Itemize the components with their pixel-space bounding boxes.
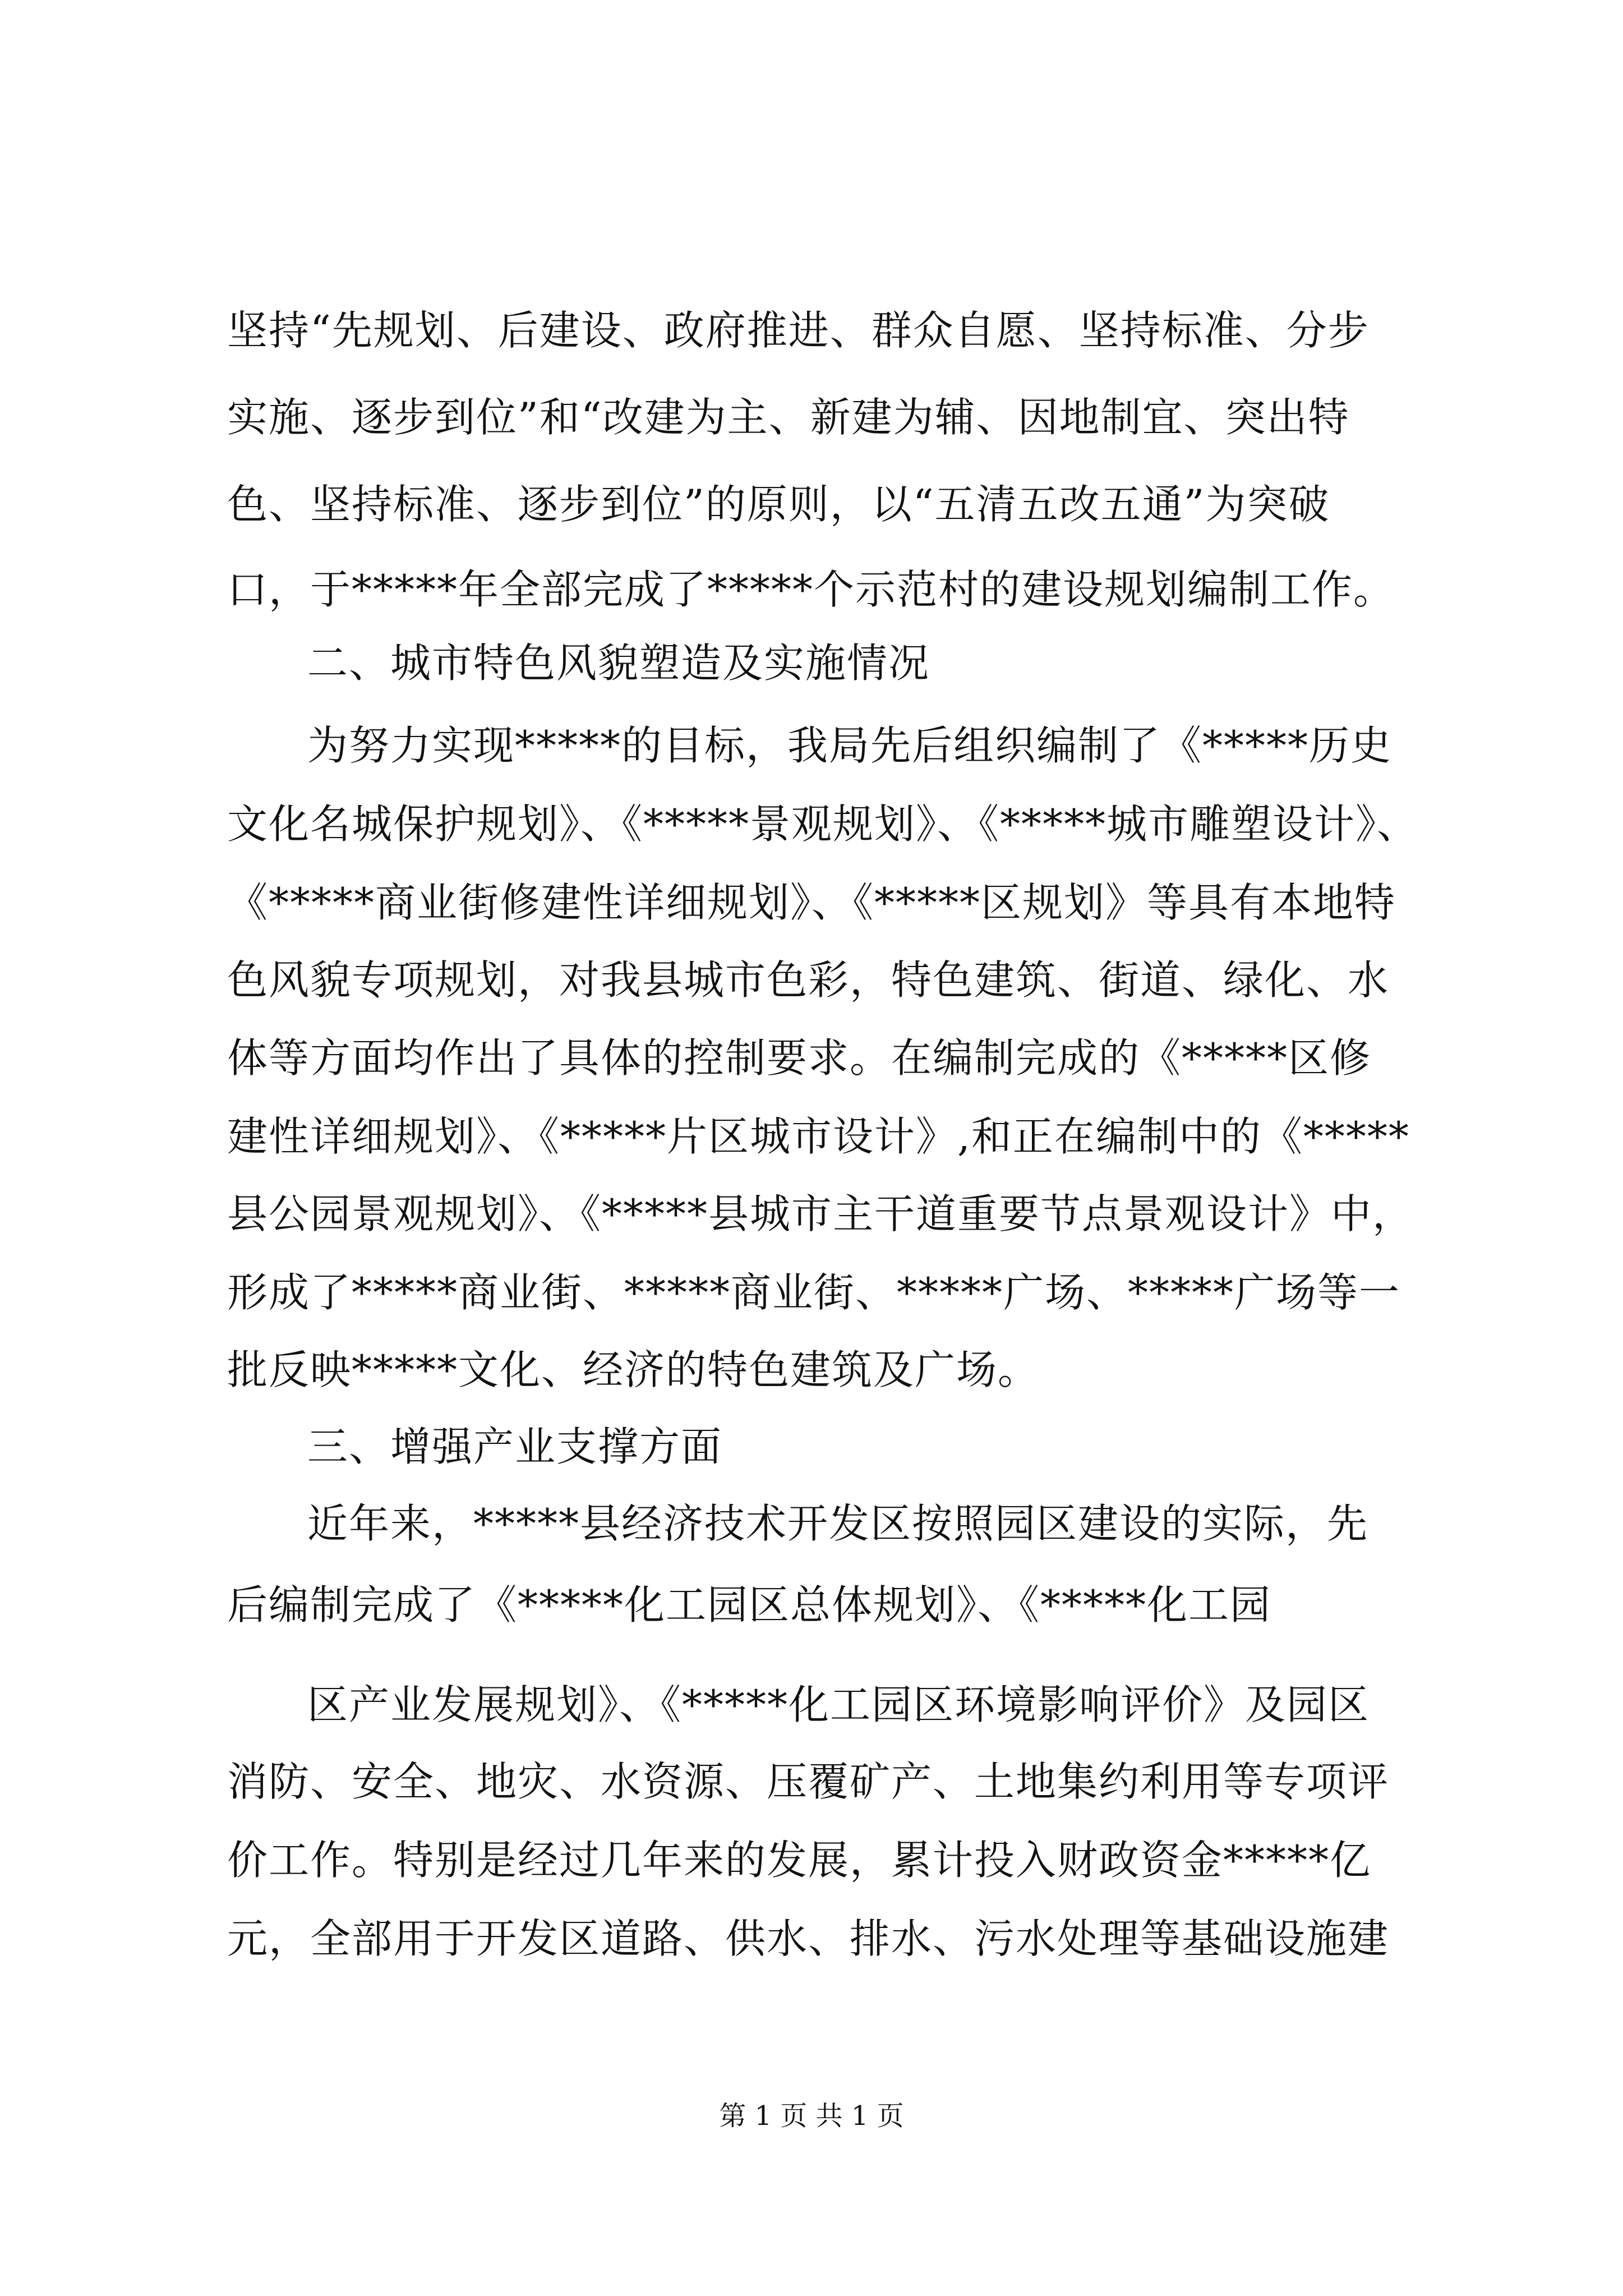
section-heading: 三、增强产业支撑方面 (307, 1423, 723, 1470)
text-line: 县公园景观规划》、《*****县城市主干道重要节点景观设计》中， (227, 1190, 1414, 1237)
text-line: 体等方面均作出了具体的控制要求。在编制完成的《*****区修 (227, 1034, 1372, 1082)
text-line: 近年来，*****县经济技术开发区按照园区建设的实际，先 (307, 1500, 1369, 1547)
text-line: 后编制完成了《*****化工园区总体规划》、《*****化工园 (227, 1581, 1272, 1628)
page-footer: 第 1 页 共 1 页 (719, 2100, 904, 2132)
text-line: 口，于*****年全部完成了*****个示范村的建设规划编制工作。 (227, 566, 1395, 613)
text-line: 建性详细规划》、《*****片区城市设计》,和正在编制中的《***** (227, 1113, 1410, 1160)
text-line: 实施、逐步到位”和“改建为主、新建为辅、因地制宜、突出特 (227, 394, 1350, 441)
text-line: 坚持“先规划、后建设、政府推进、群众自愿、坚持标准、分步 (227, 307, 1370, 354)
text-line: 《*****商业街修建性详细规划》、《*****区规划》等具有本地特 (227, 879, 1396, 926)
text-line: 色风貌专项规划，对我县城市色彩，特色建筑、街道、绿化、水 (227, 956, 1390, 1004)
text-line: 色、坚持标准、逐步到位”的原则，以“五清五改五通”为突破 (227, 481, 1330, 528)
text-line: 价工作。特别是经过几年来的发展，累计投入财政资金*****亿 (227, 1837, 1372, 1884)
text-line: 区产业发展规划》、《*****化工园区环境影响评价》及园区 (307, 1681, 1370, 1728)
text-line: 文化名城保护规划》、《*****景观规划》、《*****城市雕塑设计》、 (227, 800, 1419, 848)
section-heading: 二、城市特色风貌塑造及实施情况 (307, 639, 930, 687)
text-line: 消防、安全、地灾、水资源、压覆矿产、土地集约利用等专项评 (227, 1758, 1390, 1805)
text-line: 元，全部用于开发区道路、供水、排水、污水处理等基础设施建 (227, 1915, 1390, 1962)
text-line: 形成了*****商业街、*****商业街、*****广场、*****广场等一 (227, 1269, 1401, 1316)
text-line: 批反映*****文化、经济的特色建筑及广场。 (227, 1346, 1040, 1393)
text-line: 为努力实现*****的目标，我局先后组织编制了《*****历史 (307, 722, 1393, 769)
